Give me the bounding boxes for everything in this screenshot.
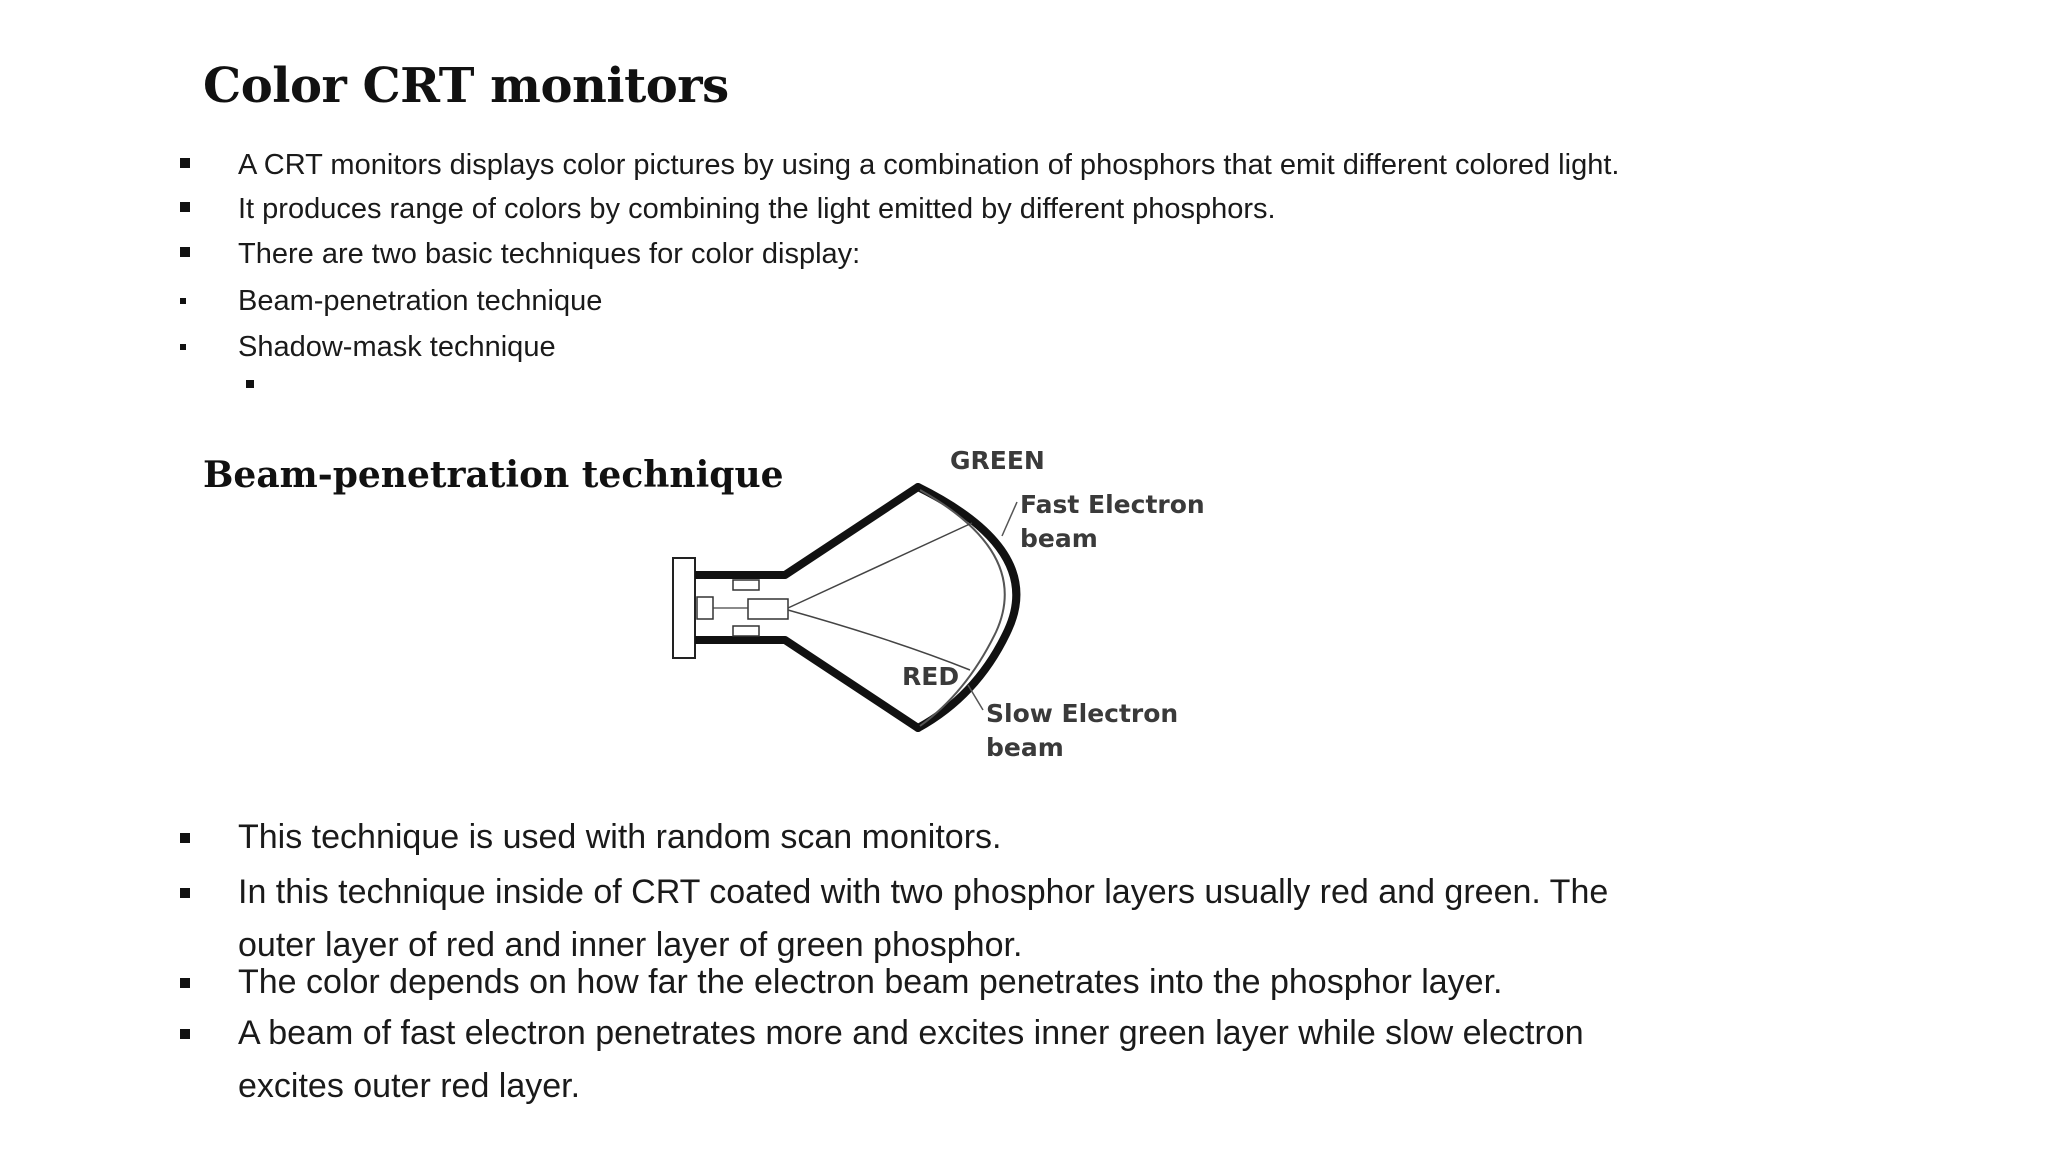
square-bullet-icon [180,202,190,212]
intro-bullet-text: There are two basic techniques for color display: [238,238,861,270]
intro-bullet-text: Shadow-mask technique [238,331,556,363]
tube-funnel-bottom [785,640,918,728]
gun-plate-top [733,580,759,590]
square-bullet-icon [180,344,186,350]
detail-bullet-text: A beam of fast electron penetrates more and excites inner green layer while slow electron [238,1014,1584,1052]
label-fast-electron: Fast Electron [1020,490,1205,519]
gun-anode [748,599,788,619]
detail-bullet-text: The color depends on how far the electron beam penetrates into the phosphor layer. [238,963,1503,1001]
intro-bullet-text: Beam-penetration technique [238,285,603,317]
label-red: RED [902,662,960,691]
square-bullet-icon [180,247,190,257]
gun-plate-bottom [733,626,759,636]
intro-bullet-text: It produces range of colors by combining the light emitted by different phosphors. [238,193,1276,225]
intro-bullet-text: A CRT monitors displays color pictures by using a combination of phosphors that emit different colored light. [238,149,1620,181]
square-bullet-icon [246,380,254,388]
slow-beam-leader [968,685,983,710]
label-green: GREEN [950,446,1045,475]
beam-penetration-diagram [660,440,1205,780]
section-title: Beam-penetration technique [203,454,784,496]
label-slow-beam: beam [986,733,1064,762]
fast-beam-leader [1002,502,1017,536]
label-slow-electron: Slow Electron [986,699,1179,728]
square-bullet-icon [180,978,190,988]
crt-tube-diagram [660,440,1205,780]
label-fast-beam: beam [1020,524,1098,553]
detail-bullet-text: In this technique inside of CRT coated with two phosphor layers usually red and green. The [238,873,1609,911]
square-bullet-icon [180,1029,190,1039]
square-bullet-icon [180,158,190,168]
tube-funnel-top [785,487,918,575]
electron-gun-base [673,558,695,658]
detail-bullet-text-continued: excites outer red layer. [238,1067,581,1105]
slide-title: Color CRT monitors [203,58,729,114]
square-bullet-icon [180,888,190,898]
square-bullet-icon [180,298,186,304]
fast-electron-beam [788,523,972,608]
square-bullet-icon [180,833,190,843]
gun-cathode [697,597,713,619]
detail-bullet-text: This technique is used with random scan monitors. [238,818,1002,856]
detail-bullet-text-continued: outer layer of red and inner layer of green phosphor. [238,926,1023,964]
